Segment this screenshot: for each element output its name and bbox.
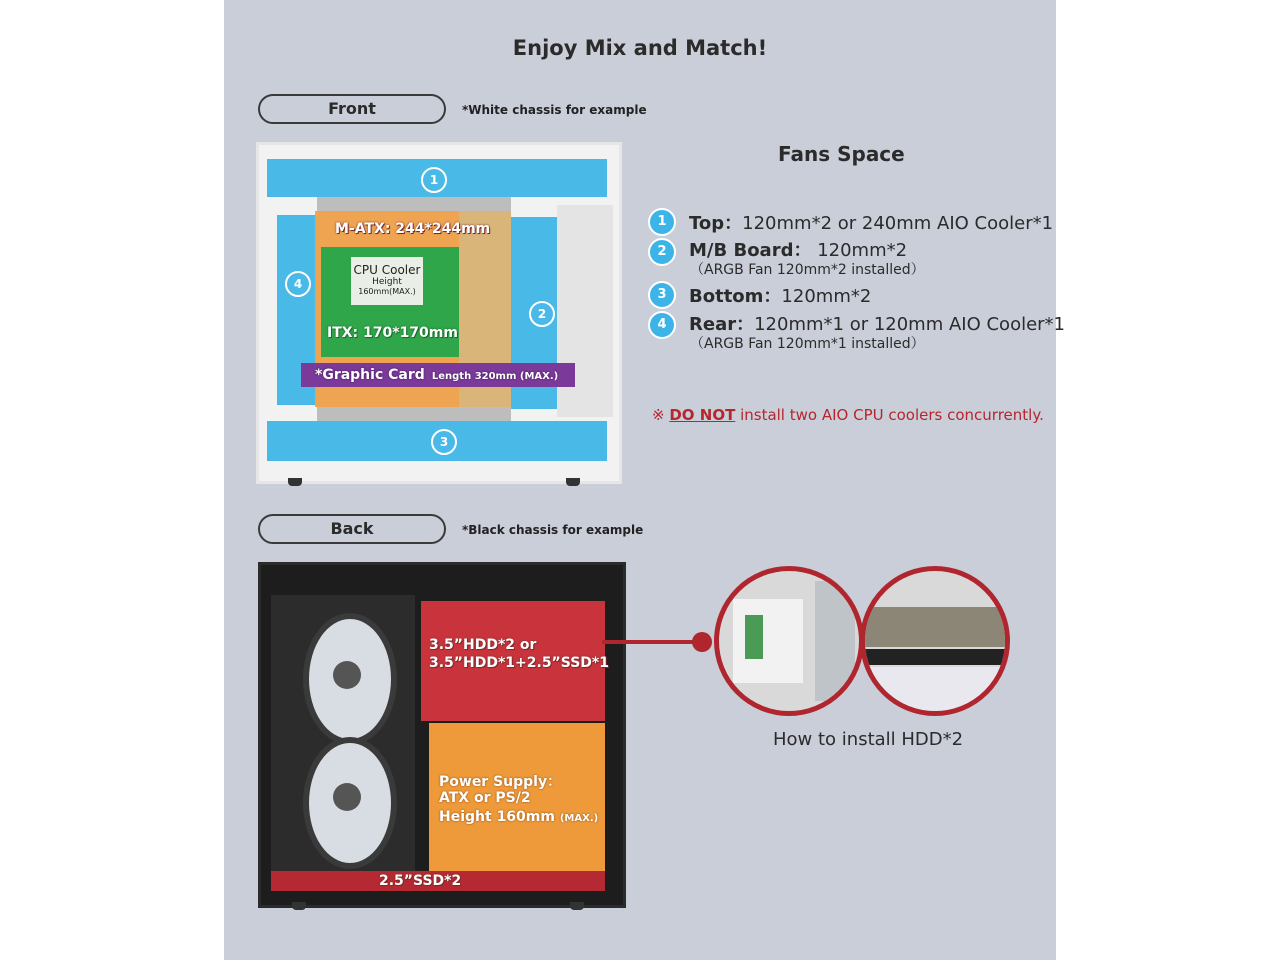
- back-label-pill: Back: [258, 514, 446, 544]
- fans-space-title: Fans Space: [778, 142, 905, 166]
- hdd-install-caption: How to install HDD*2: [773, 729, 964, 750]
- cpu-cooler-height: Height: [372, 277, 402, 287]
- zoom-1-board: [745, 615, 763, 659]
- back-foot-right: [570, 902, 584, 910]
- fans-item-3-num: 3: [648, 281, 676, 309]
- fans-item-4-num: 4: [648, 311, 676, 339]
- fans-item-4-sub: （ARGB Fan 120mm*1 installed）: [690, 336, 925, 352]
- psu-height: Height 160mm: [439, 809, 555, 825]
- cpu-cooler-title: CPU Cooler: [353, 263, 421, 277]
- zoom-2-rail: [865, 649, 1010, 665]
- cpu-cooler-max: 160mm(MAX.): [358, 287, 416, 296]
- warning-text: install two AIO CPU coolers concurrently.: [735, 406, 1044, 424]
- front-label-pill: Front: [258, 94, 446, 124]
- psu-max: (MAX.): [559, 813, 599, 824]
- fans-item-1-name: Top：: [689, 213, 743, 234]
- connector-dot: [692, 632, 712, 652]
- fans-item-4-name: Rear：: [689, 314, 755, 335]
- psu-label-1: Power Supply：: [439, 774, 562, 790]
- fan-1-hub: [333, 661, 361, 689]
- fans-item-2-value: 120mm*2: [811, 240, 908, 261]
- connector-line: [602, 640, 702, 644]
- ssd-label: 2.5”SSD*2: [379, 873, 462, 889]
- psu-label-2: ATX or PS/2: [439, 790, 531, 806]
- hdd-label-1: 3.5”HDD*2 or: [429, 637, 537, 653]
- graphic-card-zone: [301, 363, 575, 387]
- fans-item-1: [689, 209, 1053, 235]
- cpu-cooler-box: [351, 257, 423, 305]
- fans-item-3-value: 120mm*2: [781, 286, 872, 307]
- fans-item-1-value: 120mm*2 or 240mm AIO Cooler*1: [742, 213, 1054, 234]
- hdd-install-zoom-1: [714, 566, 864, 716]
- hdd-install-zoom-2: [860, 566, 1010, 716]
- foot-right: [566, 478, 580, 486]
- foot-left: [288, 478, 302, 486]
- marker-1: 1: [421, 167, 447, 193]
- page-title: Enjoy Mix and Match!: [512, 36, 768, 60]
- graphic-card-label: *Graphic Card: [315, 367, 425, 383]
- product-panel: [224, 0, 1066, 960]
- back-foot-left: [292, 902, 306, 910]
- warning-mark: ※: [652, 406, 670, 424]
- fans-item-1-num: 1: [648, 208, 676, 236]
- zoom-1-side: [815, 581, 855, 701]
- marker-3: 3: [431, 429, 457, 455]
- marker-2: 2: [529, 301, 555, 327]
- fans-item-2-sub: （ARGB Fan 120mm*2 installed）: [690, 262, 925, 278]
- matx-label: M-ATX: 244*244mm: [335, 221, 491, 237]
- fans-item-3: [689, 282, 871, 308]
- front-chassis-image: [256, 142, 622, 484]
- warning-emphasis: DO NOT: [669, 406, 736, 424]
- hdd-label-2: 3.5”HDD*1+2.5”SSD*1: [429, 655, 609, 671]
- aio-warning: [652, 406, 1044, 424]
- zoom-2-floor: [865, 667, 1010, 716]
- fan-2-hub: [333, 783, 361, 811]
- back-chassis-image: [258, 562, 626, 908]
- zoom-1-bracket: [733, 599, 803, 683]
- fans-item-2-num: 2: [648, 238, 676, 266]
- zoom-2-drive: [865, 607, 1010, 647]
- itx-label: ITX: 170*170mm: [327, 325, 458, 341]
- front-note: *White chassis for example: [462, 103, 647, 117]
- back-note: *Black chassis for example: [462, 523, 644, 537]
- fans-item-3-name: Bottom：: [689, 286, 782, 307]
- fans-item-4-value: 120mm*1 or 120mm AIO Cooler*1: [754, 314, 1066, 335]
- fans-item-2-name: M/B Board：: [689, 240, 812, 261]
- marker-4: 4: [285, 271, 311, 297]
- graphic-card-length: Length 320mm (MAX.): [431, 371, 559, 382]
- psu-label-3: [439, 809, 598, 825]
